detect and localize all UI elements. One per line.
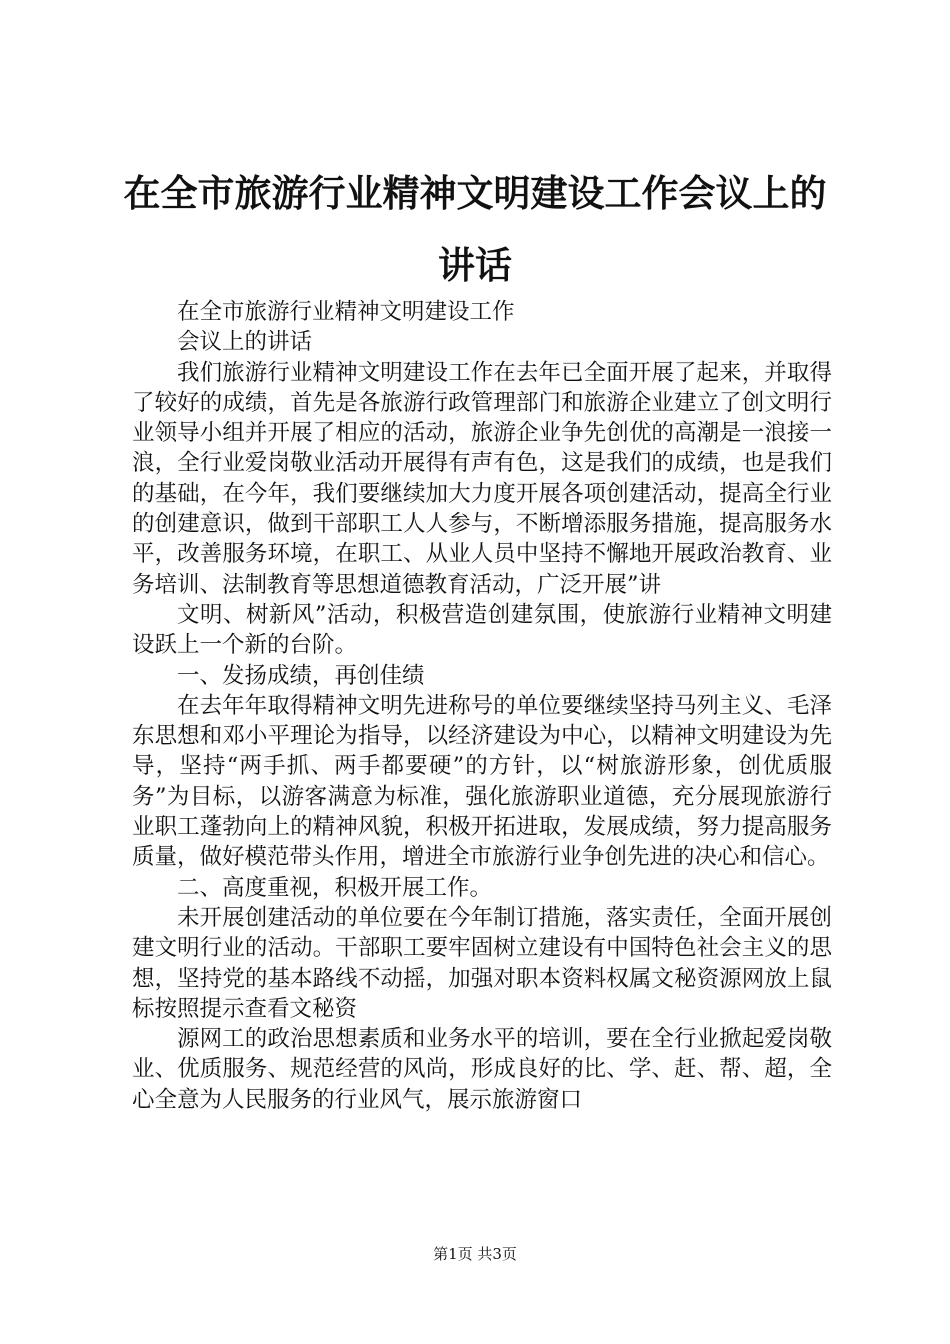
paragraph-intro: 我们旅游行业精神文明建设工作在去年已全面开展了起来，并取得了较好的成绩，首先是各旅游行政管理部门和旅游企业建立了创文明行业领导小组并开展了相应的活动，旅游企业争先创优的高潮是一浪接一浪，全行业爱岗敬业活动开展得有声有色，这是我们的成绩，也是我们的基础，在今年，我们要继续加大力度开展各项创建活动，提高全行业的创建意识，做到干部职工人人参与，不断增添服务措施，提高服务水平，改善服务环境，在职工、从业人员中坚持不懈地开展政治教育、业务培训、法制教育等思想道德教育活动，广泛开展”讲 [132, 359, 832, 598]
document-body [132, 297, 832, 1115]
paragraph-subtitle-line-2: 会议上的讲话 [177, 329, 313, 356]
section-heading-1: 一、发扬成绩，再创佳绩 [177, 662, 425, 689]
paragraph-section-2-continued: 源网工的政治思想素质和业务水平的培训，要在全行业掀起爱岗敬业、优质服务、规范经营的风尚，形成良好的比、学、赶、帮、超，全心全意为人民服务的行业风气，展示旅游窗口 [132, 1026, 832, 1113]
paragraph-section-1: 在去年年取得精神文明先进称号的单位要继续坚持马列主义、毛泽东思想和邓小平理论为指导，以经济建设为中心，以精神文明建设为先导，坚持“两手抓、两手都要硬”的方针，以“树旅游形象，创优质服务”为目标，以游客满意为标准，强化旅游职业道德，充分展现旅游行业职工蓬勃向上的精神风貌，积极开拓进取，发展成绩，努力提高服务质量，做好模范带头作用，增进全市旅游行业争创先进的决心和信心。 [132, 692, 832, 871]
document-title: 在全市旅游行业精神文明建设工作会议上的讲话 [123, 172, 827, 287]
paragraph-subtitle-line-1: 在全市旅游行业精神文明建设工作 [177, 299, 515, 325]
paragraph-section-2: 未开展创建活动的单位要在今年制订措施，落实责任，全面开展创建文明行业的活动。干部职工要牢固树立建设有中国特色社会主义的思想，坚持党的基本路线不动摇，加强对职本资料权属文秘资源网放上鼠标按照提示查看文秘资 [132, 904, 832, 1022]
page-number-footer: 第1页 共3页 [433, 1245, 517, 1263]
paragraph-intro-continued: 文明、树新风”活动，积极营造创建氛围，使旅游行业精神文明建设跃上一个新的台阶。 [132, 601, 832, 659]
section-heading-2: 二、高度重视，积极开展工作。 [177, 874, 493, 901]
